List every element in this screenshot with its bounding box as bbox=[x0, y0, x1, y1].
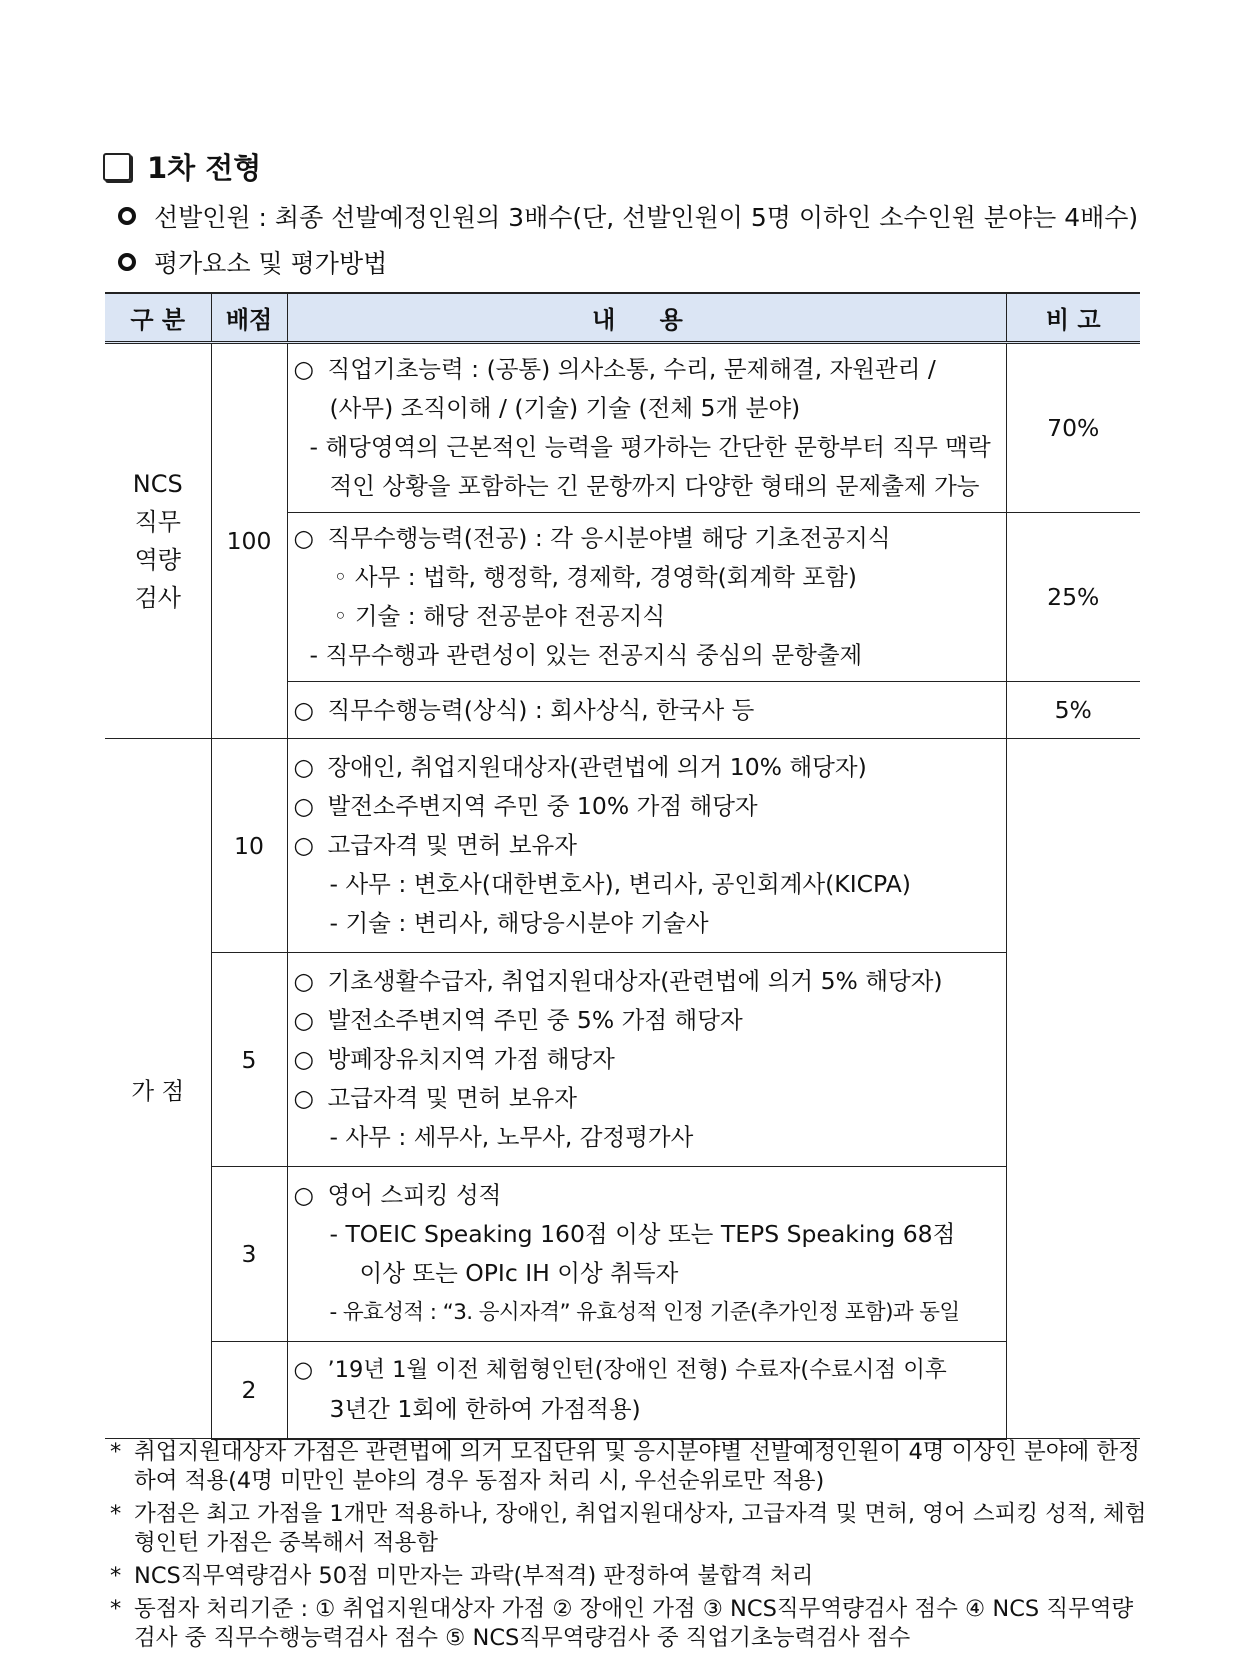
table-row bbox=[105, 739, 1140, 953]
asterisk-icon: * bbox=[110, 1563, 122, 1589]
bonus-category-cell: 가 점 bbox=[105, 739, 211, 1439]
ncs-note-common: 5% bbox=[1006, 682, 1140, 739]
table-row bbox=[105, 343, 1140, 513]
bonus-score-3: 3 bbox=[211, 1167, 287, 1342]
bonus-content-5: ○ 기초생활수급자, 취업지원대상자(관련법에 의거 5% 해당자) ○ 발전소주변지역 주민 중 5% 가점 해당자 ○ 방폐장유치지역 가점 해당자 ○ 고급자격 및 면허 보유자 - 사무 : 세무사, 노무사, 감정평가사 bbox=[287, 953, 1006, 1167]
bonus-score-2: 2 bbox=[211, 1342, 287, 1439]
footnote-item: * 취업지원대상자 가점은 관련법에 의거 모집단위 및 응시분야별 선발예정인원이 4명 이상인 분야에 한정하여 적용(4명 미만인 분야의 경우 동점자 처리 시, 우선순위로만 적용) bbox=[110, 1439, 1140, 1494]
ncs-content-common: ○ 직무수행능력(상식) : 회사상식, 한국사 등 bbox=[287, 682, 1006, 739]
header-content: 내 용 bbox=[287, 293, 1006, 343]
bullet-evaluation-method bbox=[118, 244, 387, 280]
table-row bbox=[105, 953, 1140, 1167]
footnote-item: * 동점자 처리기준 : ① 취업지원대상자 가점 ② 장애인 가점 ③ NCS직무역량검사 점수 ④ NCS 직무역량검사 중 직무수행능력검사 점수 ⑤ NCS직무역량검사 중 직업기초능력검사 점수 bbox=[110, 1596, 1134, 1651]
header-score: 배점 bbox=[211, 293, 287, 343]
ncs-note-major: 25% bbox=[1006, 513, 1140, 682]
ncs-note-basic: 70% bbox=[1006, 343, 1140, 513]
footnote-item: * NCS직무역량검사 50점 미만자는 과락(부적격) 판정하여 불합격 처리 bbox=[110, 1563, 814, 1589]
bonus-content-3: ○ 영어 스피킹 성적 - TOEIC Speaking 160점 이상 또는 TEPS Speaking 68점 이상 또는 OPIc IH 이상 취득자 - 유효성적 : “3. 응시자격” 유효성적 인정 기준(추가인정 포함)과 동일 bbox=[287, 1167, 1006, 1342]
bullet-text: 선발인원 : 최종 선발예정인원의 3배수(단, 선발인원이 5명 이하인 소수인원 분야는 4배수) bbox=[154, 203, 1139, 232]
footnote-item: * 가점은 최고 가점을 1개만 적용하나, 장애인, 취업지원대상자, 고급자격 및 면허, 영어 스피킹 성적, 체험형인턴 가점은 중복해서 적용함 bbox=[110, 1501, 1147, 1556]
bullet-text: 평가요소 및 평가방법 bbox=[154, 249, 388, 278]
header-category: 구 분 bbox=[105, 293, 211, 343]
bullet-selection-count bbox=[118, 198, 1138, 234]
ncs-content-basic: ○ 직업기초능력 : (공통) 의사소통, 수리, 문제해결, 자원관리 / (사무) 조직이해 / (기술) 기술 (전체 5개 분야) - 해당영역의 근본적인 능력을 평가하는 간단한 문항부터 직무 맥락 적인 상황을 포함하는 긴 문항까지 다양한 형태의 문제출제 가능 bbox=[287, 343, 1006, 513]
section-title bbox=[103, 146, 261, 187]
table-row bbox=[105, 1342, 1140, 1439]
bonus-score-10: 10 bbox=[211, 739, 287, 953]
circle-bullet-icon bbox=[118, 253, 136, 271]
table-header-row bbox=[105, 293, 1140, 343]
ncs-content-major: ○ 직무수행능력(전공) : 각 응시분야별 해당 기초전공지식 ◦ 사무 : 법학, 행정학, 경제학, 경영학(회계학 포함) ◦ 기술 : 해당 전공분야 전공지식 - 직무수행과 관련성이 있는 전공지식 중심의 문항출제 bbox=[287, 513, 1006, 682]
section-title-text: 1차 전형 bbox=[147, 151, 262, 185]
ncs-score-cell: 100 bbox=[211, 343, 287, 739]
asterisk-icon: * bbox=[110, 1596, 122, 1622]
evaluation-table bbox=[105, 292, 1140, 1440]
circle-bullet-icon bbox=[118, 207, 136, 225]
ncs-category-cell: NCS 직무 역량 검사 bbox=[105, 343, 211, 739]
asterisk-icon: * bbox=[110, 1439, 122, 1465]
bonus-score-5: 5 bbox=[211, 953, 287, 1167]
checkbox-square-icon bbox=[103, 153, 131, 181]
table-row bbox=[105, 1167, 1140, 1342]
header-note: 비 고 bbox=[1006, 293, 1140, 343]
footnotes bbox=[110, 1438, 1150, 1657]
bonus-content-10: ○ 장애인, 취업지원대상자(관련법에 의거 10% 해당자) ○ 발전소주변지역 주민 중 10% 가점 해당자 ○ 고급자격 및 면허 보유자 - 사무 : 변호사(대한변호사), 변리사, 공인회계사(KICPA) - 기술 : 변리사, 해당응시분야 기술사 bbox=[287, 739, 1006, 953]
bonus-content-2: ○ ’19년 1월 이전 체험형인턴(장애인 전형) 수료자(수료시점 이후 3년간 1회에 한하여 가점적용) bbox=[287, 1342, 1006, 1439]
bonus-note-cell bbox=[1006, 739, 1140, 1439]
asterisk-icon: * bbox=[110, 1501, 122, 1527]
